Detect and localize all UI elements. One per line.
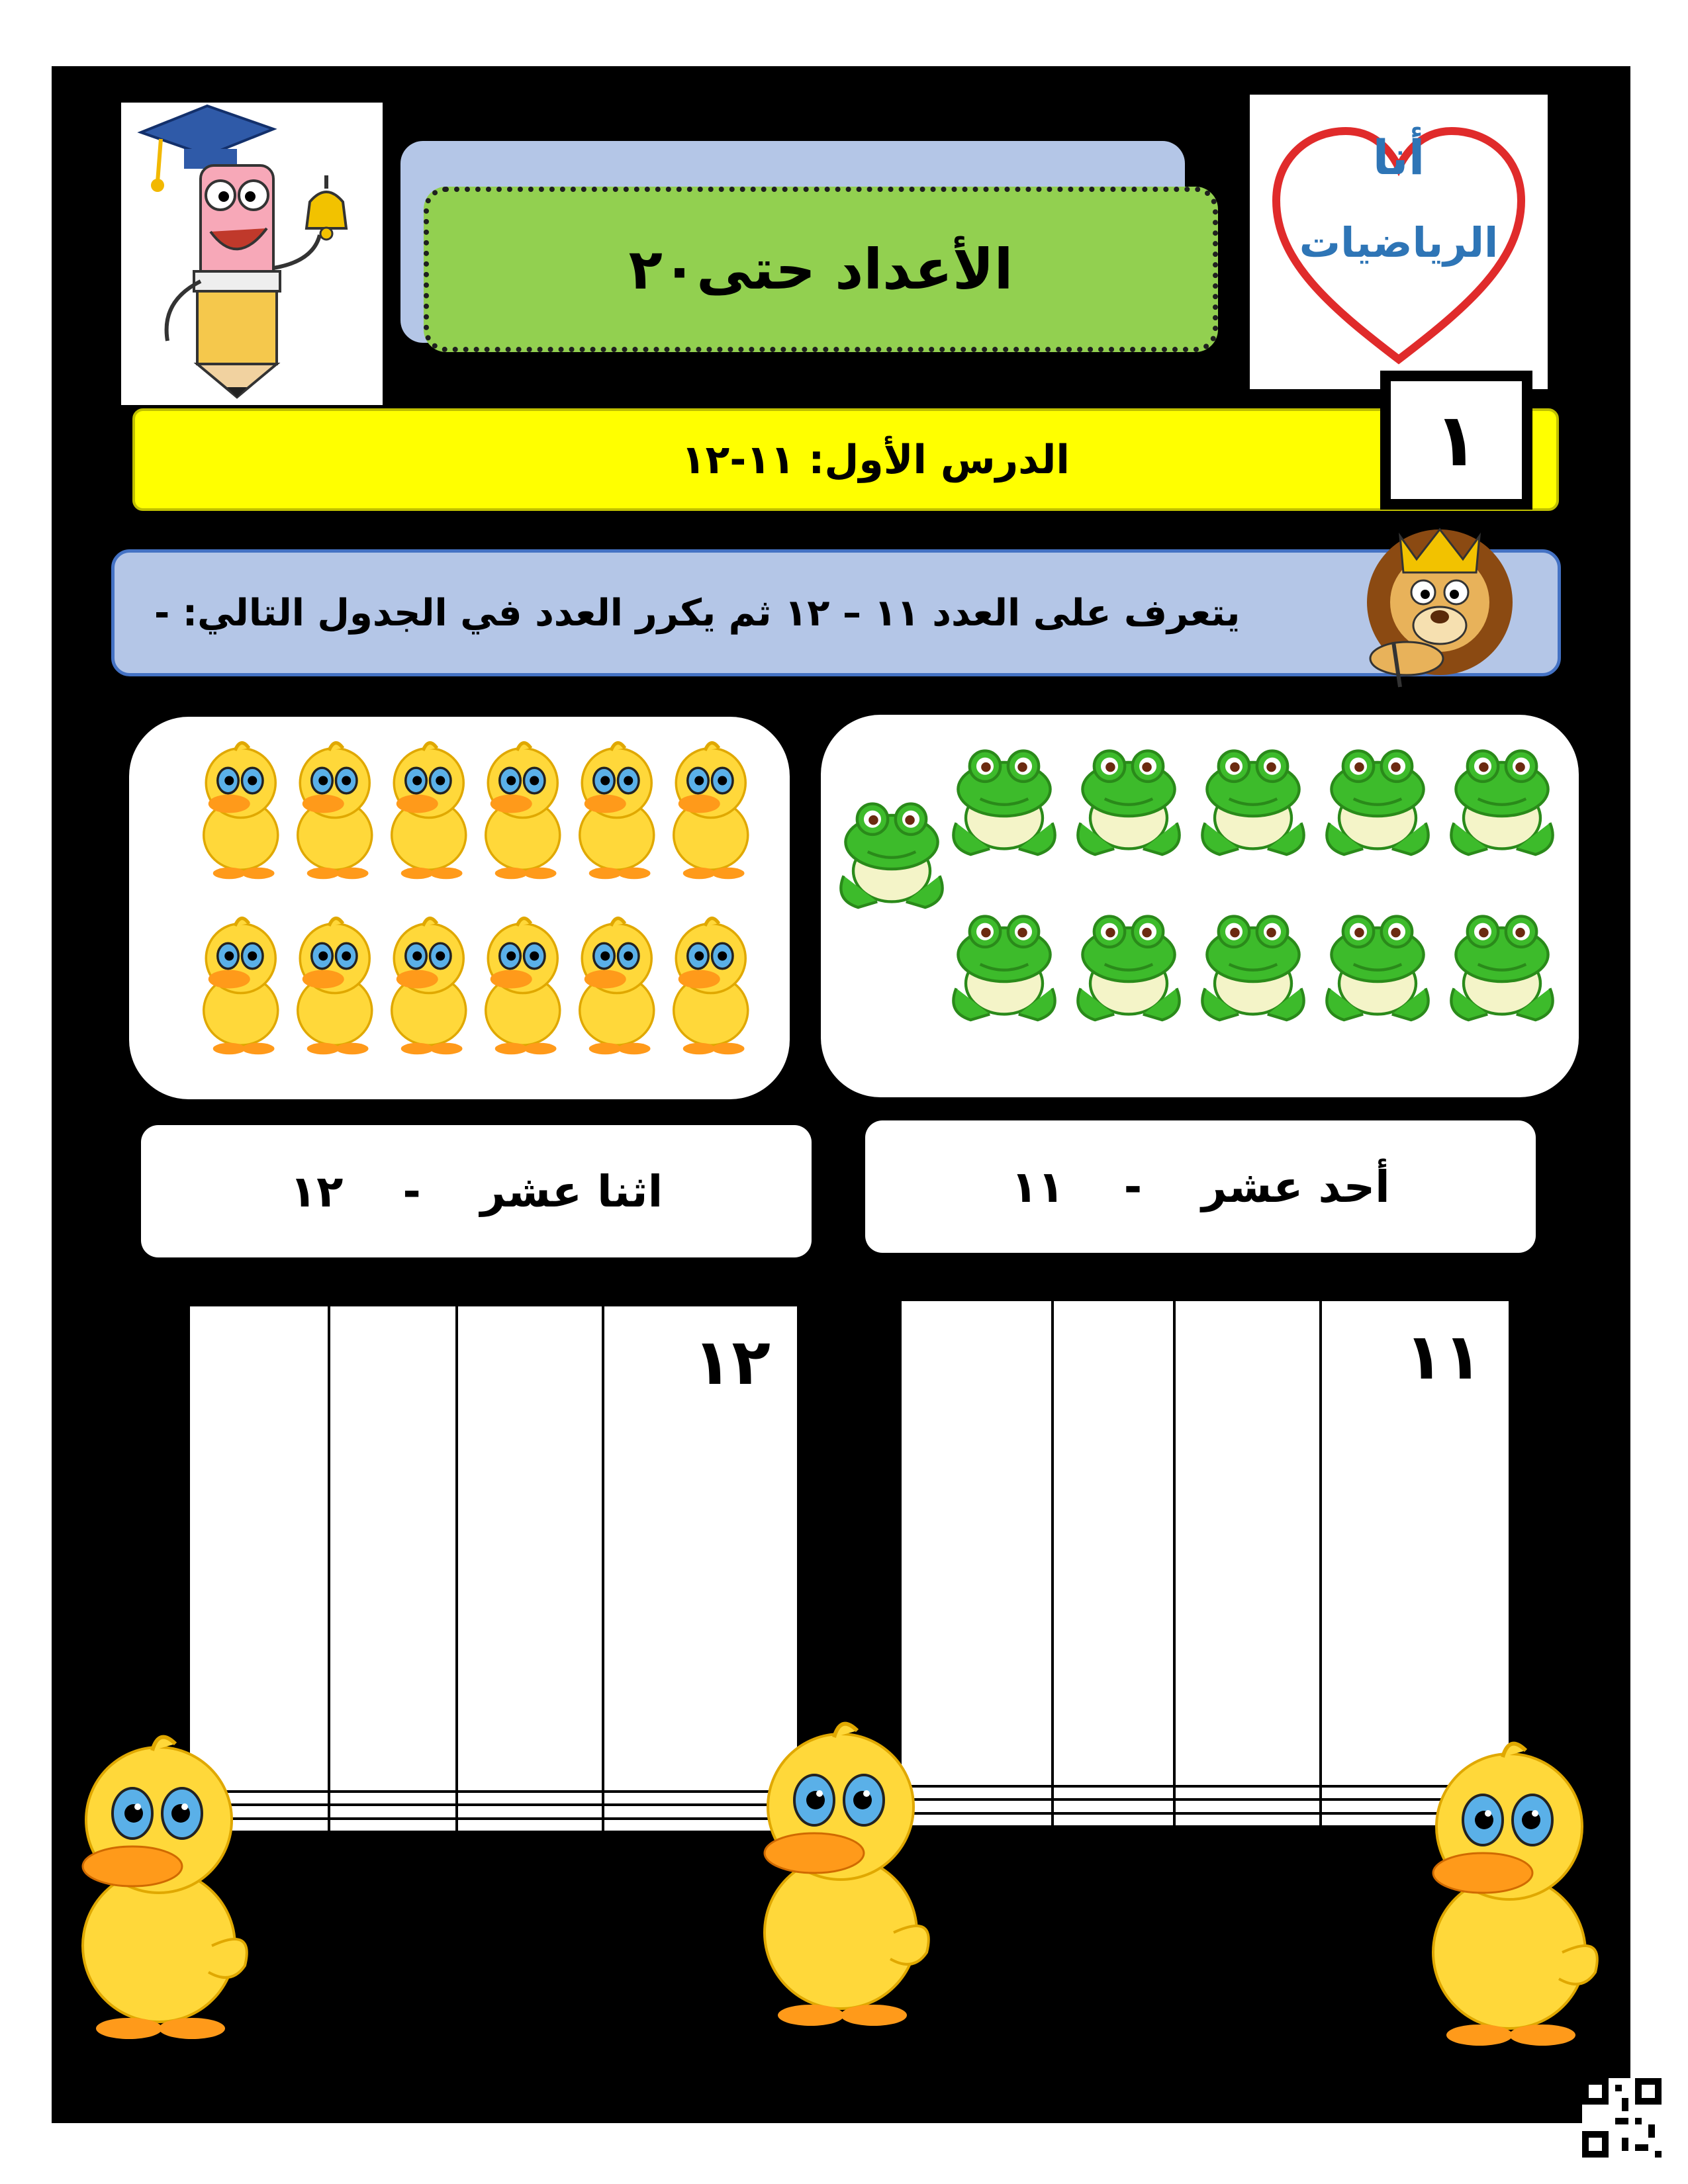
duck-icon <box>298 743 372 880</box>
lesson-label: الدرس الأول: ١١-١٢ <box>681 436 1070 483</box>
frog-icon <box>1451 917 1552 1021</box>
decorative-duck-left <box>60 1727 258 2045</box>
frog-icon <box>1327 917 1428 1021</box>
grid-cell[interactable] <box>1053 1300 1174 1786</box>
frog-icon <box>1078 917 1179 1021</box>
frog-icon <box>1451 751 1552 855</box>
grid-cell[interactable] <box>1174 1799 1321 1813</box>
grid-cell[interactable] <box>329 1305 457 1792</box>
duck-icon <box>392 743 466 880</box>
frog-icon <box>953 917 1055 1021</box>
grid-cell[interactable] <box>1174 1300 1321 1786</box>
grid-cell[interactable] <box>189 1305 329 1792</box>
grid-cell[interactable] <box>329 1805 457 1818</box>
duck-group <box>129 717 790 1099</box>
label-eleven-dash: - <box>1123 1161 1143 1212</box>
logo-text-line1: أنا <box>1372 130 1425 185</box>
decorative-duck-right <box>1410 1734 1609 2052</box>
frog-icon <box>1078 751 1179 855</box>
frog-icon <box>841 804 942 908</box>
grid-cell[interactable] <box>457 1805 603 1818</box>
grid-cell[interactable] <box>1053 1786 1174 1799</box>
duck-panel <box>129 717 790 1099</box>
frog-panel <box>821 715 1579 1097</box>
label-twelve-word: اثنا عشر <box>480 1165 663 1217</box>
frog-icon <box>1202 917 1303 1021</box>
duck-icon <box>204 743 278 880</box>
lion-king-image <box>1354 510 1526 688</box>
grid-eleven-first-number: ١١ <box>1404 1320 1482 1394</box>
qr-code <box>1582 2078 1662 2158</box>
instruction-box <box>111 549 1561 676</box>
grid-cell[interactable] <box>1174 1786 1321 1799</box>
duck-icon <box>580 919 654 1055</box>
lesson-number-box <box>1380 371 1532 510</box>
grid-cell[interactable] <box>457 1819 603 1832</box>
frog-icon <box>1202 751 1303 855</box>
duck-icon <box>486 919 560 1055</box>
label-twelve <box>141 1125 812 1257</box>
grid-cell[interactable] <box>457 1305 603 1792</box>
grid-cell[interactable] <box>1053 1813 1174 1827</box>
label-twelve-dash: - <box>402 1165 421 1217</box>
frog-icon <box>1327 751 1428 855</box>
duck-icon <box>674 919 748 1055</box>
duck-icon <box>298 919 372 1055</box>
lesson-bar <box>132 408 1559 511</box>
frog-icon <box>953 751 1055 855</box>
duck-icon <box>486 743 560 880</box>
label-eleven <box>865 1120 1536 1253</box>
instruction-text: يتعرف على العدد ١١ – ١٢ ثم يكرر العدد في الجدول التالي: - <box>154 591 1241 635</box>
grid-cell[interactable] <box>329 1819 457 1832</box>
label-eleven-digits: ١١ <box>1011 1161 1064 1212</box>
lesson-number: ١ <box>1434 398 1479 482</box>
frog-group <box>821 715 1579 1097</box>
grid-cell[interactable] <box>1053 1799 1174 1813</box>
page-title: الأعداد حتى٢٠ <box>628 237 1013 302</box>
duck-icon <box>674 743 748 880</box>
grid-cell[interactable] <box>900 1300 1053 1786</box>
label-eleven-word: أحد عشر <box>1201 1161 1390 1212</box>
grid-cell[interactable] <box>1174 1813 1321 1827</box>
duck-icon <box>392 919 466 1055</box>
math-love-logo <box>1250 95 1548 389</box>
grid-cell[interactable] <box>329 1792 457 1805</box>
logo-text-line2: الرياضيات <box>1299 218 1499 267</box>
grid-cell[interactable] <box>1321 1300 1510 1786</box>
grid-twelve <box>187 1304 800 1833</box>
title-box <box>424 187 1218 352</box>
grid-cell[interactable] <box>457 1792 603 1805</box>
duck-icon <box>204 919 278 1055</box>
label-twelve-digits: ١٢ <box>289 1165 344 1217</box>
pencil-mascot-image <box>121 103 383 405</box>
duck-icon <box>580 743 654 880</box>
grid-twelve-first-number: ١٢ <box>692 1325 771 1399</box>
decorative-duck-middle <box>741 1714 940 2032</box>
